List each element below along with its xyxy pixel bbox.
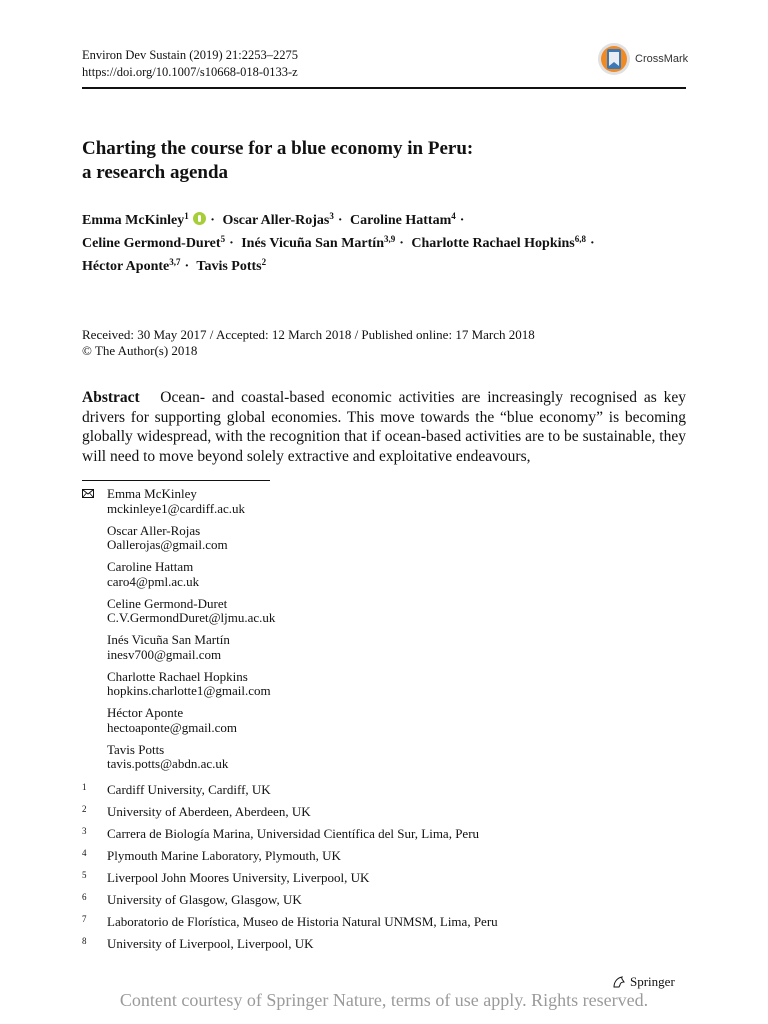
affiliation-text: University of Aberdeen, Aberdeen, UK — [107, 804, 311, 819]
doi-link[interactable]: https://doi.org/10.1007/s10668-018-0133-z — [82, 65, 298, 79]
affiliation-number: 2 — [82, 804, 87, 814]
affiliation-text: University of Glasgow, Glasgow, UK — [107, 892, 302, 907]
contact-email[interactable]: inesv700@gmail.com — [107, 646, 222, 662]
affiliation-text: Carrera de Biología Marina, Universidad Científica del Sur, Lima, Peru — [107, 826, 480, 841]
author-name[interactable]: Inés Vicuña San Martín — [241, 236, 384, 251]
author-name[interactable]: Tavis Potts — [196, 259, 262, 274]
author-name[interactable]: Emma McKinley — [82, 213, 185, 228]
affiliation-number: 3 — [82, 826, 87, 836]
title-line-2: a research agenda — [82, 162, 229, 183]
author-name[interactable]: Caroline Hattam — [350, 213, 452, 228]
author-affil-sup: 4 — [451, 211, 456, 221]
courtesy-watermark: Content courtesy of Springer Nature, terms of use apply. Rights reserved. — [119, 990, 649, 1010]
abstract — [82, 388, 686, 466]
history-dates: Received: 30 May 2017 / Accepted: 12 March 2018 / Published online: 17 March 2018 — [82, 327, 535, 342]
orcid-icon[interactable] — [193, 212, 206, 225]
author-affil-sup: 1 — [184, 211, 189, 221]
affiliation-number: 4 — [82, 848, 87, 858]
contact-name: Emma McKinley — [107, 486, 197, 501]
contact-entry — [107, 743, 275, 772]
contact-email[interactable]: tavis.potts@abdn.ac.uk — [107, 756, 229, 771]
contact-email[interactable]: hopkins.charlotte1@gmail.com — [107, 683, 271, 698]
contact-email[interactable]: C.V.GermondDuret@ljmu.ac.uk — [107, 610, 276, 625]
abstract-text: Ocean- and coastal-based economic activities are increasingly recognised as key drivers for supporting global economies. This move towards the “blue economy” is becoming globally widespread, with the recognition that if ocean-based activities are to be sustainable, they will need to move beyond solely extractive and exploitative endeavours, — [82, 389, 687, 465]
crossmark-label: CrossMark — [635, 53, 689, 65]
journal-header — [82, 47, 298, 81]
author-affil-sup: 2 — [261, 257, 267, 267]
springer-horse-icon — [612, 975, 626, 989]
author-affil-sup: 6,8 — [574, 234, 586, 244]
contact-entry — [107, 670, 275, 699]
crossmark-icon — [597, 42, 631, 76]
affiliation-text: Cardiff University, Cardiff, UK — [107, 782, 271, 797]
title-line-1: Charting the course for a blue economy in Peru: — [82, 138, 474, 159]
contact-name: Charlotte Rachael Hopkins — [107, 668, 248, 684]
affiliation-text: University of Liverpool, Liverpool, UK — [107, 936, 314, 951]
contact-email[interactable]: Oallerojas@gmail.com — [107, 537, 228, 552]
contact-name: Celine Germond-Duret — [107, 595, 228, 611]
contact-email[interactable]: hectoaponte@gmail.com — [107, 719, 238, 735]
author-line-1: Emma McKinley$^1$ · Oscar Aller-Rojas$^3$ · Caroline Hattam$^4$ · — [82, 211, 465, 228]
envelope-icon — [82, 489, 94, 498]
author-line-2: Celine Germond-Duret$^5$ · Inés Vicuña San Martín$^{3,9}$ · Charlotte Rachael Hopkins$^{6,8}$ · — [82, 234, 595, 251]
copyright-line: © The Author(s) 2018 — [82, 343, 198, 358]
affiliation-text: Laboratorio de Florística, Museo de Historia Natural UNMSM, Lima, Peru — [107, 914, 498, 929]
author-affil-sup: 5 — [220, 234, 226, 244]
abstract-label: Abstract — [82, 389, 140, 406]
affiliation-number: 8 — [82, 936, 87, 946]
author-line-3: Héctor Aponte$^{3,7}$ · Tavis Potts$^2$ — [82, 257, 267, 274]
contact-name: Oscar Aller-Rojas — [107, 522, 201, 538]
publication-dates — [82, 327, 535, 359]
contact-name: Caroline Hattam — [107, 559, 194, 574]
contact-name: Tavis Potts — [107, 741, 165, 757]
contact-entry — [107, 633, 275, 662]
author-name[interactable]: Celine Germond-Duret — [82, 236, 221, 251]
journal-citation: Environ Dev Sustain (2019) 21:2253–2275 — [82, 48, 298, 62]
contact-email[interactable]: caro4@pml.ac.uk — [107, 573, 200, 589]
author-affil-sup: 3,9 — [383, 234, 396, 244]
article-title — [82, 137, 473, 185]
author-name[interactable]: Charlotte Rachael Hopkins — [411, 236, 575, 251]
affiliation-number: 5 — [82, 870, 87, 880]
contact-name: Héctor Aponte — [107, 705, 184, 720]
author-affil-sup: 3 — [329, 211, 334, 221]
publisher-mark — [612, 974, 675, 990]
header-rule — [82, 87, 686, 89]
contact-email[interactable]: mckinleye1@cardiff.ac.uk — [107, 500, 246, 516]
publisher-name: Springer — [630, 974, 675, 989]
author-name[interactable]: Oscar Aller-Rojas — [222, 213, 330, 228]
author-name[interactable]: Héctor Aponte — [82, 259, 170, 274]
contact-entry — [107, 560, 275, 589]
author-affil-sup: 3,7 — [169, 257, 181, 267]
contact-entry — [107, 706, 275, 735]
corresponding-contacts — [107, 487, 275, 779]
footnote-rule — [82, 480, 270, 481]
contact-entry — [107, 524, 275, 553]
crossmark-badge[interactable] — [597, 42, 688, 76]
affiliation-number: 7 — [82, 914, 87, 924]
contact-entry — [107, 487, 275, 516]
author-list — [82, 207, 692, 276]
contact-entry — [107, 597, 275, 626]
affiliation-text: Plymouth Marine Laboratory, Plymouth, UK — [107, 848, 341, 863]
affiliation-number: 6 — [82, 892, 87, 902]
affiliation-number: 1 — [82, 782, 87, 792]
affiliation-text: Liverpool John Moores University, Liverpool, UK — [107, 870, 370, 885]
contact-name: Inés Vicuña San Martín — [107, 632, 230, 647]
